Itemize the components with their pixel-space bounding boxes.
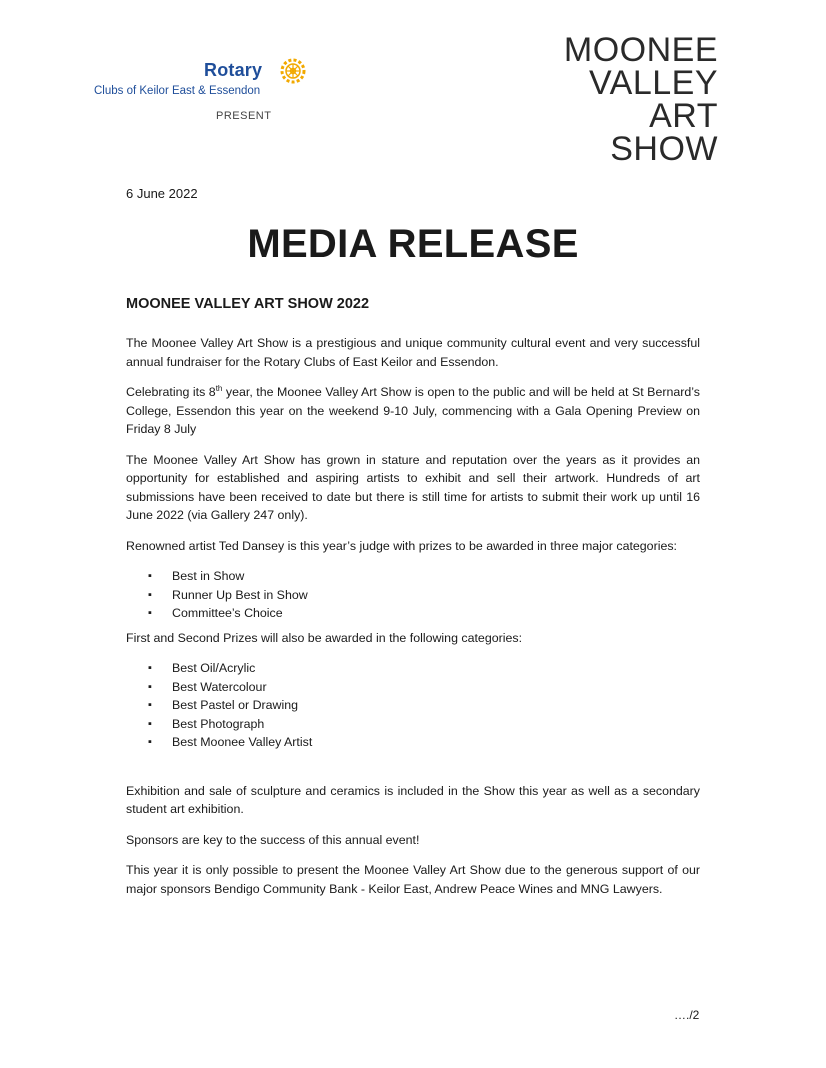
paragraph: The Moonee Valley Art Show has grown in stature and reputation over the years as it provides an opportunity for established and aspiring artists to exhibit and sell their artwork. Hundreds of art submissions have been received to date but there is still time for artists to submit their work up until 16 June 2022 (via Gallery 247 only). — [126, 452, 700, 522]
paragraph: The Moonee Valley Art Show is a prestigious and unique community cultural event and very successful annual fundraiser for the Rotary Clubs of East Keilor and Essendon. — [126, 336, 700, 369]
present-label: PRESENT — [216, 110, 272, 122]
paragraph: Exhibition and sale of sculpture and ceramics is included in the Show this year as well as a secondary student art exhibition. — [126, 783, 700, 816]
paragraph-text: Celebrating its 8 — [126, 385, 216, 399]
ordinal-suffix: th — [215, 383, 223, 393]
paragraph: First and Second Prizes will also be awarded in the following categories: — [126, 630, 523, 645]
paragraph — [126, 383, 700, 439]
show-title-line: VALLEY — [588, 64, 718, 102]
show-title-logo — [563, 31, 718, 168]
list-item: ▪ Best Photograph — [172, 715, 700, 734]
page-continuation-marker: …./2 — [674, 1008, 700, 1022]
paragraph: This year it is only possible to present the Moonee Valley Art Show due to the generous support of our major sponsors Bendigo Community Bank - Keilor East, Andrew Peace Wines and MNG Lawyers. — [126, 863, 700, 896]
rotary-wordmark: Rotary — [204, 60, 263, 80]
other-categories-list — [126, 659, 700, 752]
release-date: 6 June 2022 — [126, 186, 198, 201]
list-item: ▪ Committee’s Choice — [172, 604, 700, 623]
list-item: ▪ Best Moonee Valley Artist — [172, 733, 700, 752]
section-heading: MOONEE VALLEY ART SHOW 2022 — [126, 296, 370, 312]
list-item: ▪ Runner Up Best in Show — [172, 586, 700, 605]
show-title-line: SHOW — [610, 130, 718, 168]
list-item: ▪ Best Oil/Acrylic — [172, 659, 700, 678]
list-item: ▪ Best Watercolour — [172, 678, 700, 697]
release-body — [126, 334, 700, 910]
paragraph-text: year, the Moonee Valley Art Show is open to the public and will be held at St Bernard’s College, Essendon this year on the weekend 9-10 July, commencing with a Gala Opening Preview on Friday 8 July — [126, 385, 700, 436]
paragraph: Renowned artist Ted Dansey is this year’s judge with prizes to be awarded in three major categories: — [126, 538, 677, 553]
major-categories-list — [126, 567, 700, 623]
show-title-line: ART — [649, 97, 718, 135]
spacer — [126, 758, 700, 782]
rotary-logo — [92, 52, 312, 127]
list-item: ▪ Best Pastel or Drawing — [172, 696, 700, 715]
rotary-clubs-text: Clubs of Keilor East & Essendon — [94, 85, 261, 97]
show-title-line: MOONEE — [563, 31, 718, 69]
list-item: ▪ Best in Show — [172, 567, 700, 586]
paragraph: Sponsors are key to the success of this annual event! — [126, 832, 420, 847]
rotary-wheel-icon — [278, 56, 308, 86]
page-title: MEDIA RELEASE — [247, 222, 579, 266]
